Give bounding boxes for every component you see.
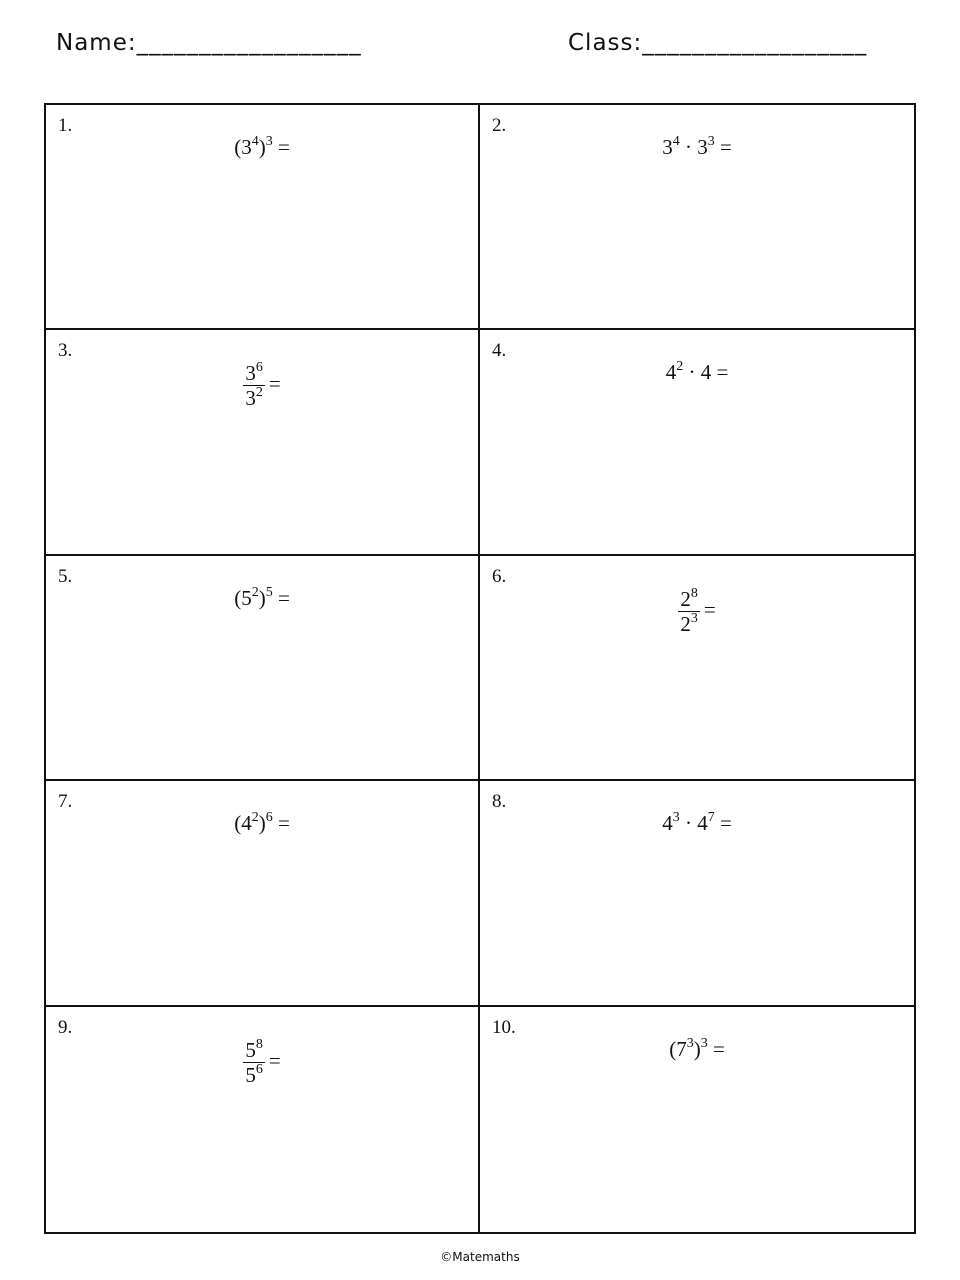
- exponent: 2: [251, 584, 259, 600]
- exponent: 8: [255, 1036, 263, 1052]
- exponent: 2: [676, 359, 684, 375]
- name-field: Name:__________________: [56, 30, 362, 56]
- base: 5: [241, 585, 252, 610]
- base: 2: [680, 586, 691, 611]
- exponent: 7: [707, 810, 715, 826]
- exponent: 3: [265, 134, 273, 149]
- problem-number: 10.: [492, 1016, 516, 1038]
- problem-number: 7.: [58, 791, 73, 813]
- fraction: [243, 1036, 265, 1087]
- base: 4: [697, 811, 708, 836]
- numerator: [243, 1036, 265, 1062]
- class-field: Class:__________________: [568, 30, 868, 56]
- problem-expression: $4^2 \cdot 4$ =: [665, 359, 729, 385]
- problem-expression: $(5^2)^5$ =: [234, 584, 290, 610]
- base: 3: [245, 386, 256, 411]
- base: 4: [665, 360, 677, 385]
- problem-number: 6.: [492, 565, 507, 587]
- exponent: 2: [251, 810, 259, 826]
- denominator: [243, 1061, 265, 1087]
- copyright-footer: ©Matemaths: [440, 1250, 520, 1264]
- problem-cell: [46, 330, 480, 555]
- worksheet-header: [0, 30, 960, 70]
- problem-expression: $\frac{5^8}{5^6}$ =: [245, 1036, 281, 1087]
- base: 4: [662, 811, 673, 836]
- problem-number: 5.: [58, 565, 73, 587]
- base: 2: [680, 611, 691, 636]
- problem-number: 8.: [492, 791, 507, 813]
- problem-cell: [480, 1007, 914, 1232]
- problem-expression: $(3^4)^3$ =: [234, 134, 290, 159]
- denominator: [678, 610, 700, 636]
- denominator: [243, 387, 265, 409]
- fraction: [678, 585, 700, 636]
- problem-cell: [46, 105, 480, 330]
- exponent: 3: [700, 1035, 708, 1051]
- problem-cell: [46, 1007, 480, 1232]
- exponent: 4: [251, 134, 259, 149]
- numerator: [678, 585, 700, 611]
- base: 7: [676, 1036, 687, 1061]
- exponent: 6: [255, 1061, 263, 1077]
- problem-number: 1.: [58, 115, 73, 136]
- exponent: 4: [672, 134, 680, 149]
- base: 3: [697, 135, 708, 159]
- problem-expression: $(7^3)^3$ =: [669, 1035, 725, 1061]
- problem-number: 4.: [492, 340, 507, 362]
- base: 5: [245, 1037, 256, 1062]
- base: 3: [662, 135, 673, 159]
- problem-cell: [46, 556, 480, 781]
- exponent: 3: [686, 1035, 694, 1051]
- exponent: 6: [265, 810, 273, 826]
- base: 3: [241, 135, 252, 159]
- problem-cell: [480, 105, 914, 330]
- problem-number: 3.: [58, 340, 73, 362]
- problem-expression: $\frac{2^8}{2^3}$ =: [680, 585, 716, 636]
- problem-cell: [480, 330, 914, 555]
- problem-expression: $\frac{3^6}{3^2}$ =: [245, 360, 281, 411]
- problem-cell: [46, 781, 480, 1006]
- problem-grid: [44, 103, 916, 1234]
- problem-number: 2.: [492, 115, 507, 136]
- base: 5: [245, 1062, 256, 1087]
- base: 3: [245, 361, 256, 386]
- exponent: 6: [255, 360, 263, 376]
- numerator: [243, 362, 265, 384]
- base: 4: [241, 811, 252, 836]
- fraction: [243, 362, 265, 409]
- problem-cell: [480, 781, 914, 1006]
- problem-expression: $4^3 \cdot 4^7$ =: [662, 810, 732, 836]
- exponent: 5: [265, 584, 273, 600]
- exponent: 3: [690, 610, 698, 626]
- exponent: 3: [672, 810, 680, 826]
- problem-expression: $(4^2)^6$ =: [234, 810, 290, 836]
- exponent: 2: [255, 385, 263, 401]
- problem-cell: [480, 556, 914, 781]
- problem-number: 9.: [58, 1016, 73, 1038]
- base: 4: [700, 360, 712, 385]
- problem-expression: $3^4 \cdot 3^3$ =: [662, 134, 732, 159]
- exponent: 8: [690, 585, 698, 601]
- exponent: 3: [707, 134, 715, 149]
